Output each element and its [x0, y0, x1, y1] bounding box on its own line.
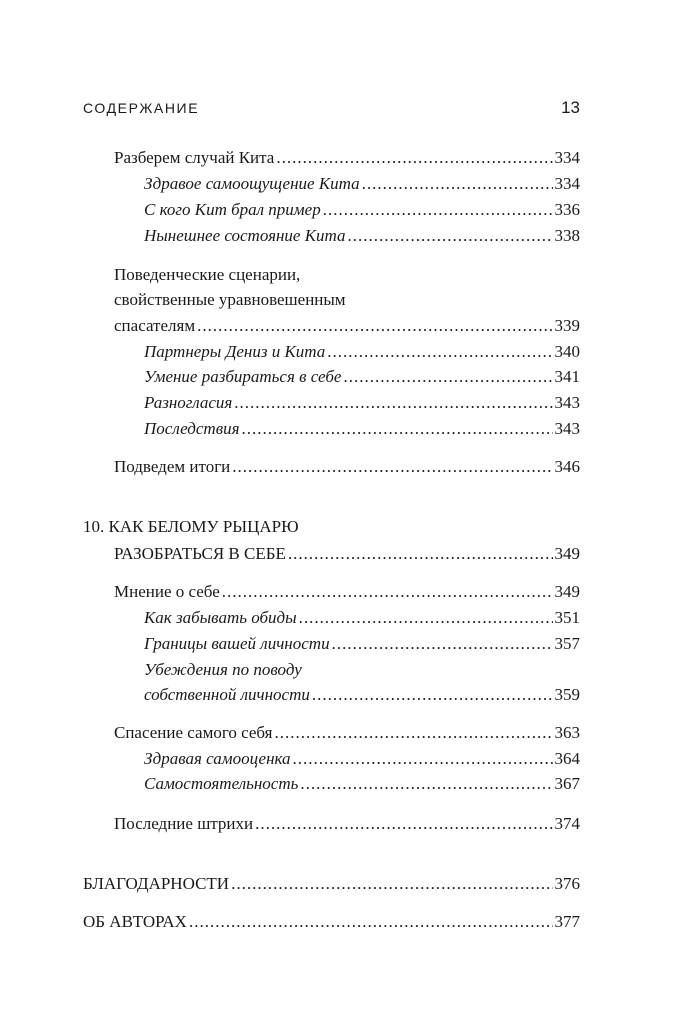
- toc-entry-title: Разберем случай Кита: [114, 148, 275, 167]
- toc-entry-page: 363: [554, 723, 580, 742]
- toc-entry[interactable]: [114, 146, 580, 170]
- toc-entry-title: Партнеры Дениз и Кита: [144, 342, 326, 361]
- toc-entry-title: РАЗОБРАТЬСЯ В СЕБЕ: [114, 544, 286, 563]
- toc-subentry[interactable]: [144, 747, 580, 771]
- dot-leader: [197, 314, 552, 338]
- toc-entry-page: 349: [554, 582, 580, 601]
- dot-leader: [241, 417, 552, 441]
- toc-subentry[interactable]: [144, 365, 580, 389]
- toc-entry-title: БЛАГОДАРНОСТИ: [83, 874, 230, 893]
- running-header: [83, 98, 580, 122]
- toc-entry-page: 376: [554, 874, 580, 893]
- dot-leader: [327, 340, 552, 364]
- chapter-title-line: 10. КАК БЕЛОМУ РЫЦАРЮ: [83, 517, 299, 536]
- toc-entry-page: 364: [554, 749, 580, 768]
- toc-entry-title: Спасение самого себя: [114, 723, 273, 742]
- toc-entry-page: 338: [554, 226, 580, 245]
- toc-entry-page: 336: [554, 200, 580, 219]
- toc-chapter[interactable]: [83, 910, 580, 934]
- toc-entry-title: ОБ АВТОРАХ: [83, 912, 187, 931]
- toc-subentry[interactable]: [144, 391, 580, 415]
- toc-chapter[interactable]: [114, 542, 580, 566]
- toc-entry-title: Как забывать обиды: [144, 608, 297, 627]
- toc-entry-page: 377: [554, 912, 580, 931]
- dot-leader: [323, 198, 553, 222]
- toc-entry-page: 374: [554, 814, 580, 833]
- toc-entry-title: Здравая самооценка: [144, 749, 291, 768]
- toc-entry-title: Последние штрихи: [114, 814, 254, 833]
- toc-entry-page: 334: [554, 174, 580, 193]
- dot-leader: [276, 146, 552, 170]
- toc-entry-title: Подведем итоги: [114, 457, 231, 476]
- dot-leader: [232, 455, 552, 479]
- toc-entry-page: 343: [554, 393, 580, 412]
- dot-leader: [362, 172, 553, 196]
- dot-leader: [343, 365, 552, 389]
- toc-subentry[interactable]: [144, 340, 580, 364]
- toc-entry[interactable]: [114, 812, 580, 836]
- toc-entry-page: 351: [554, 608, 580, 627]
- dot-leader: [234, 391, 552, 415]
- toc-entry-title: Нынешнее состояние Кита: [144, 226, 346, 245]
- toc-entry-page: 357: [554, 634, 580, 653]
- dot-leader: [288, 542, 553, 566]
- dot-leader: [299, 606, 553, 630]
- toc-entry[interactable]: [114, 314, 580, 338]
- toc-entry-page: 334: [554, 148, 580, 167]
- toc-subentry[interactable]: [144, 683, 580, 707]
- dot-leader: [255, 812, 552, 836]
- toc-entry[interactable]: [114, 455, 580, 479]
- toc-entry-title-line: свойственные уравновешенным: [114, 290, 346, 309]
- dot-leader: [300, 772, 552, 796]
- header-title: СОДЕРЖАНИЕ: [83, 100, 200, 116]
- toc-entry-title: Разногласия: [144, 393, 233, 412]
- toc-entry-title: спасателям: [114, 316, 196, 335]
- toc-entry[interactable]: [114, 580, 580, 604]
- toc-entry-page: 341: [554, 367, 580, 386]
- toc-subentry[interactable]: [144, 224, 580, 248]
- dot-leader: [222, 580, 553, 604]
- toc-entry-page: 359: [554, 685, 580, 704]
- toc-subentry[interactable]: [144, 198, 580, 222]
- toc-entry-title: Умение разбираться в себе: [144, 367, 342, 386]
- toc-entry-page: 367: [554, 774, 580, 793]
- header-page-number: 13: [561, 98, 580, 117]
- toc-entry-page: 349: [554, 544, 580, 563]
- toc-entry-page: 339: [554, 316, 580, 335]
- dot-leader: [189, 910, 553, 934]
- toc-entry-title: Последствия: [144, 419, 240, 438]
- toc-entry-title: Мнение о себе: [114, 582, 220, 601]
- toc-subentry[interactable]: [144, 606, 580, 630]
- toc-entry-page: 340: [554, 342, 580, 361]
- toc-entry[interactable]: [114, 721, 580, 745]
- dot-leader: [332, 632, 553, 656]
- toc-entry-page: 343: [554, 419, 580, 438]
- dot-leader: [312, 683, 553, 707]
- toc-subentry[interactable]: [144, 772, 580, 796]
- dot-leader: [348, 224, 553, 248]
- dot-leader: [231, 872, 552, 896]
- toc-entry-page: 346: [554, 457, 580, 476]
- toc-entry-title-line: Поведенческие сценарии,: [114, 265, 301, 284]
- toc-subentry[interactable]: [144, 417, 580, 441]
- toc-entry-title-line: Убеждения по поводу: [144, 660, 302, 679]
- toc-entry-title: Здравое самоощущение Кита: [144, 174, 360, 193]
- toc-subentry[interactable]: [144, 632, 580, 656]
- dot-leader: [293, 747, 553, 771]
- toc-entry-title: Границы вашей личности: [144, 634, 330, 653]
- dot-leader: [274, 721, 552, 745]
- toc-subentry[interactable]: [144, 172, 580, 196]
- toc-chapter[interactable]: [83, 872, 580, 896]
- toc-entry-title: собственной личности: [144, 685, 310, 704]
- toc-entry-title: Самостоятельность: [144, 774, 299, 793]
- toc-entry-title: С кого Кит брал пример: [144, 200, 321, 219]
